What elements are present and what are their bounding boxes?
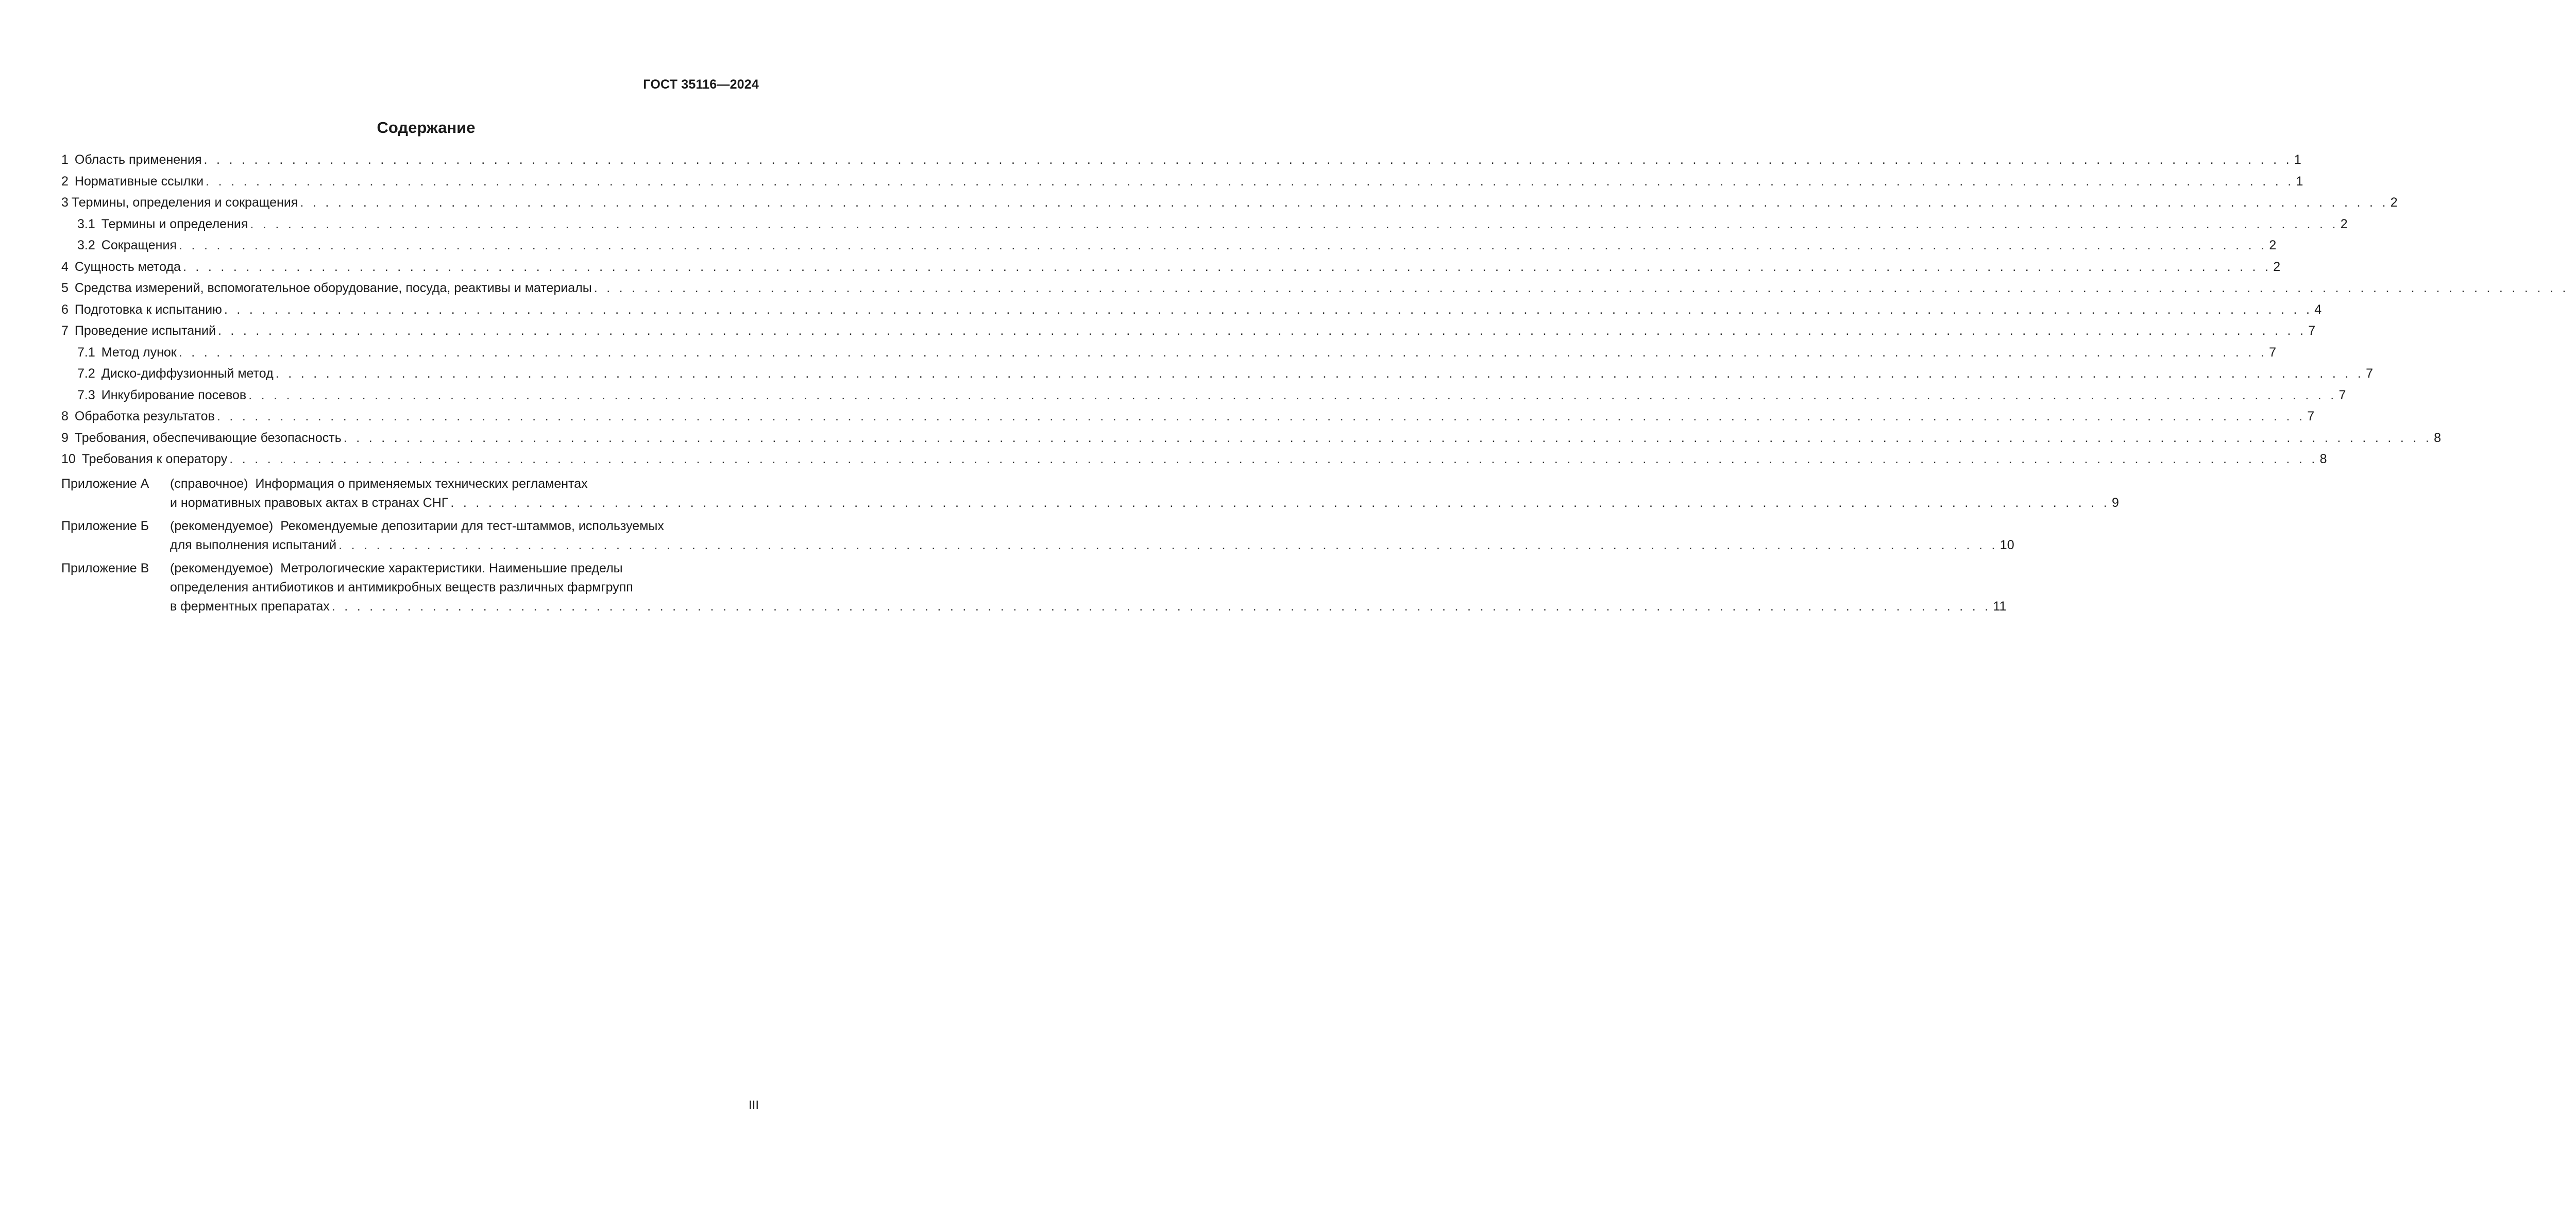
toc-entry-number: 7.2 [77,366,95,381]
toc-entry-2[interactable] [61,171,2303,193]
toc-entry-label: Сокращения [101,238,177,252]
toc-entry-page: 4 [2314,302,2322,317]
standard-id-header: ГОСТ 35116—2024 [643,77,759,92]
toc-entry-label: Термины, определения и сокращения [71,195,298,210]
toc-entry-label: Сущность метода [74,259,181,274]
appendix-page: 9 [2112,495,2119,510]
toc-entry-page: 7 [2269,345,2277,360]
toc-entry-number: 7.3 [77,387,95,402]
appendix-type: (справочное) [170,476,248,491]
toc-entry-page: 2 [2390,195,2398,210]
toc-entry-number: 8 [61,409,69,423]
toc-entry-label: Требования, обеспечивающие безопасность [74,430,342,445]
toc-entry-number: 9 [61,430,69,445]
toc-entry-number: 1 [61,152,69,167]
toc-entry-number: 6 [61,302,69,317]
toc-entry-1[interactable] [61,149,2301,171]
toc-entry-label: Проведение испытаний [74,324,216,338]
toc-entry-label: Метод лунок [101,345,177,360]
dot-leader [218,320,2306,342]
toc-entry-5[interactable] [61,278,759,299]
appendix-title-line: Рекомендуемые депозитарии для тест-штаммов, используемых [280,518,664,533]
toc-entry-page: 7 [2308,324,2316,338]
toc-appendix-a[interactable] [61,474,2119,513]
page-number: III [748,1098,759,1112]
toc-entry-page: 7 [2366,366,2373,381]
toc-entry-number: 2 [61,174,69,189]
toc-entry-3[interactable] [61,192,2398,214]
appendix-title-line: определения антибиотиков и антимикробных веществ различных фармгрупп [170,580,633,595]
appendix-label: Приложение Б [61,518,149,533]
dot-leader [183,257,2271,278]
toc-entry-6[interactable] [61,299,2322,321]
appendix-type: (рекомендуемое) [170,518,274,533]
dot-leader [338,536,1998,555]
toc-entry-label: Диско-диффузионный метод [101,366,274,381]
toc-entry-4[interactable] [61,257,2281,278]
dot-leader [229,449,2317,470]
dot-leader [204,149,2292,171]
toc-entry-page: 8 [2434,430,2441,445]
toc-entry-3-2[interactable] [61,235,2277,257]
toc-entry-3-1[interactable] [61,214,2348,235]
toc-entry-number: 4 [61,259,69,274]
toc-entry-7[interactable] [61,320,2316,342]
toc-entry-page: 1 [2296,174,2303,189]
dot-leader [224,299,2312,321]
dot-leader [594,278,2576,299]
toc-entry-9[interactable] [61,428,2441,449]
toc-entry-label: Обработка результатов [74,409,215,423]
toc-entry-7-2[interactable] [61,363,2373,385]
toc-entry-label: Термины и определения [101,216,248,231]
dot-leader [179,342,2267,364]
toc-entry-7-3[interactable] [61,385,2346,406]
toc-entry-page: 2 [2340,216,2348,231]
appendix-type: (рекомендуемое) [170,561,274,575]
toc-entry-number: 7 [61,324,69,338]
dot-leader [332,597,1991,616]
dot-leader [344,428,2432,449]
toc-entry-label: Нормативные ссылки [74,174,204,189]
toc-entry-page: 2 [2269,238,2277,252]
toc-entry-number: 7.1 [77,345,95,360]
toc-entry-page: 1 [2294,152,2301,167]
appendix-page: 10 [1999,537,2014,552]
toc-entry-label: Инкубирование посевов [101,387,247,402]
toc-entry-label: Требования к оператору [81,452,228,466]
toc-entry-7-1[interactable] [61,342,2277,364]
appendix-title-line: для выполнения испытаний [170,537,337,552]
appendix-label: Приложение В [61,561,149,575]
dot-leader [206,171,2294,193]
toc-entry-10[interactable] [61,449,2327,470]
toc-entry-number: 5 [61,281,69,295]
dot-leader [217,406,2305,428]
dot-leader [248,385,2336,406]
toc-entry-number: 3.2 [77,238,95,252]
appendix-title-line: и нормативных правовых актах в странах СНГ [170,495,449,510]
toc-entry-number: 3.1 [77,216,95,231]
toc-entry-label: Подготовка к испытанию [74,302,222,317]
dot-leader [250,214,2338,235]
toc-entry-number: 10 [61,452,76,466]
toc-entry-page: 8 [2319,452,2327,466]
appendix-title-line: Информация о применяемых технических регламентах [255,476,588,491]
toc-entry-number: 3 [61,195,69,210]
toc-appendix-c[interactable] [61,559,2007,616]
toc-title: Содержание [377,118,476,137]
appendix-page: 11 [1993,599,2007,614]
dot-leader [300,192,2388,214]
dot-leader [276,363,2364,385]
toc-entry-page: 7 [2338,387,2346,402]
toc-entry-8[interactable] [61,406,2315,428]
table-of-contents [61,149,2441,616]
dot-leader [179,235,2267,257]
toc-entry-page: 7 [2307,409,2315,423]
appendix-label: Приложение А [61,476,149,491]
toc-appendix-b[interactable] [61,517,2014,555]
toc-entry-page: 2 [2273,259,2281,274]
toc-entry-label: Область применения [74,152,202,167]
appendix-title-line: в ферментных препаратах [170,599,330,614]
appendix-title-line: Метрологические характеристики. Наименьшие пределы [280,561,623,575]
dot-leader [450,494,2110,513]
toc-entry-label: Средства измерений, вспомогательное оборудование, посуда, реактивы и материалы [74,281,592,295]
